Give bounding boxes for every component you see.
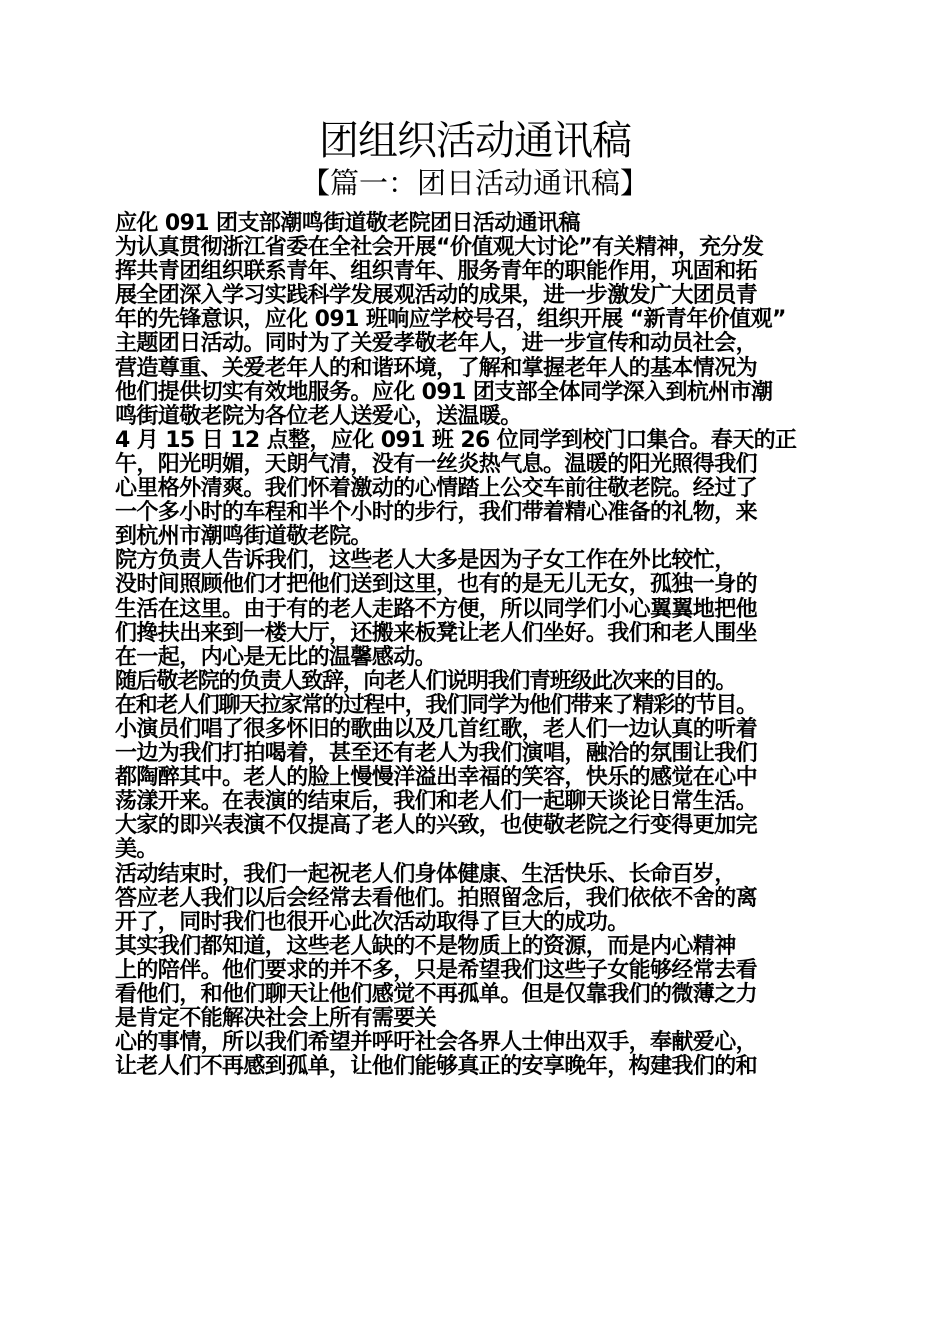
text-line: 是肯定不能解决社会上所有需要关 <box>115 1006 437 1032</box>
text-line: 一个多小时的车程和半个小时的步行，我们带着精心准备的礼物，来 <box>115 500 758 526</box>
article-heading-line: 应化 091 团支部潮鸣街道敬老院团日活动通讯稿 <box>115 211 580 236</box>
text-line: 年的先锋意识，应化 091 班响应学校号召，组织开展 “新青年价值观” <box>115 307 786 333</box>
text-line: 答应老人我们以后会经常去看他们。拍照留念后，我们依依不舍的离 <box>115 885 758 911</box>
text-line: 展全团深入学习实践科学发展观活动的成果，进一步激发广大团员青 <box>115 283 758 309</box>
text-line: 没时间照顾他们才把他们送到这里，也有的是无儿无女，孤独一身的 <box>115 572 758 598</box>
text-line: 开了，同时我们也很开心此次活动取得了巨大的成功。 <box>115 909 629 935</box>
text-line: 荡漾开来。在表演的结束后，我们和老人们一起聊天谈论日常生活。 <box>115 789 758 815</box>
text-line: 院方负责人告诉我们，这些老人大多是因为子女工作在外比较忙， <box>115 548 736 574</box>
text-line: 主题团日活动。同时为了关爱孝敬老年人，进一步宣传和动员社会， <box>115 331 758 357</box>
text-line: 4 月 15 日 12 点整，应化 091 班 26 位同学到校门口集合。春天的正 <box>115 427 797 453</box>
text-line: 让老人们不再感到孤单，让他们能够真正的安享晚年，构建我们的和 <box>115 1054 758 1080</box>
text-line: 营造尊重、关爱老年人的和谐环境，了解和掌握老年人的基本情况为 <box>115 355 758 381</box>
text-line: 看他们，和他们聊天让他们感觉不再孤单。但是仅靠我们的微薄之力 <box>115 982 758 1007</box>
text-line: 生活在这里。由于有的老人走路不方便，所以同学们小心翼翼地把他 <box>115 596 758 622</box>
text-line: 挥共青团组织联系青年、组织青年、服务青年的职能作用，巩固和拓 <box>115 259 758 285</box>
text-line: 随后敬老院的负责人致辞，向老人们说明我们青班级此次来的目的。 <box>115 668 737 694</box>
document-title: 团组织活动通讯稿 <box>319 118 631 164</box>
text-line: 在和老人们聊天拉家常的过程中，我们同学为他们带来了精彩的节目。 <box>115 692 757 718</box>
text-line: 活动结束时，我们一起祝老人们身体健康、生活快乐、长命百岁， <box>115 861 736 887</box>
text-line: 为认真贯彻浙江省委在全社会开展“价值观大讨论”有关精神，充分发 <box>115 235 764 261</box>
text-line: 他们提供切实有效地服务。应化 091 团支部全体同学深入到杭州市潮 <box>115 379 773 405</box>
text-line: 在一起，内心是无比的温馨感动。 <box>115 644 437 670</box>
text-line: 午，阳光明媚，天朗气清，没有一丝炎热气息。温暖的阳光照得我们 <box>115 451 758 477</box>
text-line: 们搀扶出来到一楼大厅，还搬来板凳让老人们坐好。我们和老人围坐 <box>115 620 758 646</box>
text-line: 心里格外清爽。我们怀着激动的心情踏上公交车前往敬老院。经过了 <box>115 476 758 502</box>
text-line: 鸣街道敬老院为各位老人送爱心，送温暖。 <box>115 403 522 429</box>
article-body <box>115 212 840 1079</box>
text-line: 一边为我们打拍喝着，甚至还有老人为我们演唱，融洽的氛围让我们 <box>115 741 758 767</box>
text-line: 心的事情，所以我们希望并呼吁社会各界人士伸出双手，奉献爱心， <box>115 1030 758 1056</box>
text-line: 上的陪伴。他们要求的并不多，只是希望我们这些子女能够经常去看 <box>115 957 758 983</box>
text-line: 都陶醉其中。老人的脸上慢慢洋溢出幸福的笑容，快乐的感觉在心中 <box>115 765 758 791</box>
text-line: 小演员们唱了很多怀旧的歌曲以及几首红歌，老人们一边认真的听着 <box>115 716 758 742</box>
document-subtitle: 【篇一：团日活动通讯稿】 <box>300 166 649 200</box>
text-line: 其实我们都知道，这些老人缺的不是物质上的资源，而是内心精神 <box>115 933 736 959</box>
text-line: 美。 <box>115 837 158 863</box>
text-line: 大家的即兴表演不仅提高了老人的兴致，也使敬老院之行变得更加完 <box>115 813 758 839</box>
text-line: 到杭州市潮鸣街道敬老院。 <box>115 524 372 550</box>
